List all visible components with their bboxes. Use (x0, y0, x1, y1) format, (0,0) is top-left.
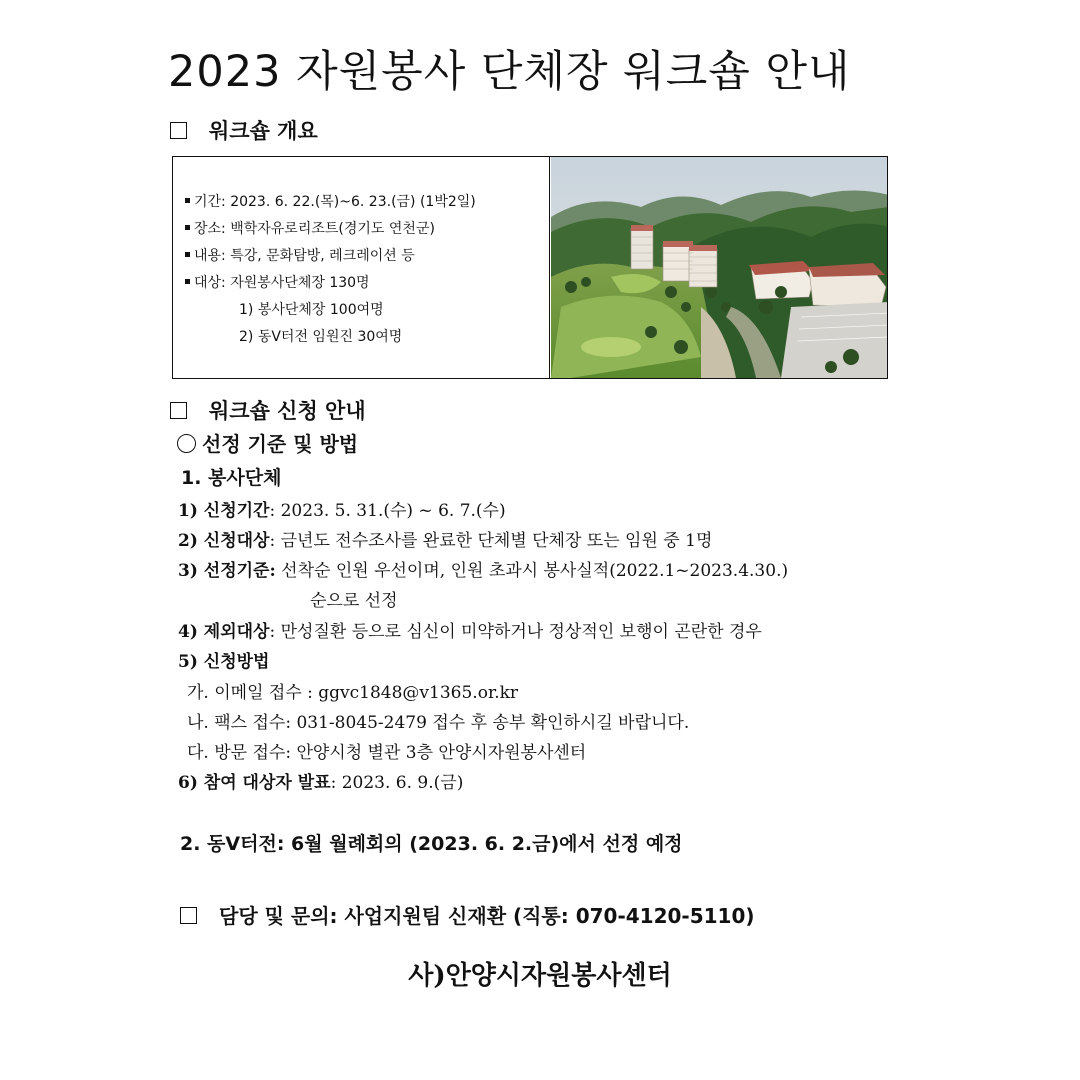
method-email: 가. 이메일 접수 : ggvc1848@v1365.or.kr (187, 683, 519, 703)
section-overview-heading (170, 115, 318, 145)
exclusion-line: 4) 제외대상: 만성질환 등으로 심신이 미약하거나 정상적인 보행이 곤란한 경우 (178, 622, 762, 642)
group2-line: 2. 동V터전: 6월 월례회의 (2023. 6. 2.금)에서 선정 예정 (180, 833, 683, 855)
selection-criteria-line: 3) 선정기준: 선착순 인원 우선이며, 인원 초과시 봉사실적(2022.1~2023.4.30.) (178, 561, 789, 581)
contact-line (180, 900, 755, 929)
overview-item-content: 내용: 특강, 문화탐방, 레크레이션 등 (185, 245, 415, 265)
bullet-square-icon (185, 279, 190, 284)
criteria-heading (177, 428, 358, 457)
checkbox-square-icon (180, 907, 197, 924)
overview-details (173, 157, 550, 378)
overview-box (172, 156, 888, 379)
resort-photo-icon (551, 157, 887, 378)
overview-subitem: 2) 동V터전 임원진 30여명 (239, 329, 403, 345)
contact-text: 담당 및 문의: 사업지원팀 신재환 (직통: 070-4120-5110) (219, 904, 755, 928)
section-application-heading (170, 395, 366, 425)
resort-aerial-photo (551, 157, 887, 378)
bullet-square-icon (185, 225, 190, 230)
checkbox-square-icon (170, 122, 187, 139)
circle-bullet-icon (177, 434, 196, 453)
overview-subitem: 1) 봉사단체장 100여명 (239, 302, 384, 318)
overview-item-place: 장소: 백학자유로리조트(경기도 연천군) (185, 218, 435, 238)
criteria-heading-label: 선정 기준 및 방법 (202, 432, 359, 456)
page-title: 2023 자원봉사 단체장 워크숍 안내 (168, 47, 851, 97)
overview-item-target: 대상: 자원봉사단체장 130명 (185, 272, 370, 292)
section-application-label: 워크숍 신청 안내 (209, 399, 366, 423)
group1-heading: 1. 봉사단체 (181, 467, 282, 489)
bullet-square-icon (185, 252, 190, 257)
apply-method-line: 5) 신청방법 (178, 652, 270, 672)
announcement-line: 6) 참여 대상자 발표: 2023. 6. 9.(금) (178, 773, 464, 793)
selection-criteria-line-cont: 순으로 선정 (310, 591, 398, 611)
bullet-square-icon (185, 198, 190, 203)
checkbox-square-icon (170, 402, 187, 419)
overview-item-period: 기간: 2023. 6. 22.(목)~6. 23.(금) (1박2일) (185, 191, 476, 211)
method-fax: 나. 팩스 접수: 031-8045-2479 접수 후 송부 확인하시길 바랍니다. (187, 713, 690, 733)
method-visit: 다. 방문 접수: 안양시청 별관 3층 안양시자원봉사센터 (187, 743, 587, 763)
apply-period-line: 1) 신청기간: 2023. 5. 31.(수) ~ 6. 7.(수) (178, 501, 506, 521)
apply-target-line: 2) 신청대상: 금년도 전수조사를 완료한 단체별 단체장 또는 임원 중 1명 (178, 531, 713, 551)
organization-footer: 사)안양시자원봉사센터 (408, 961, 672, 991)
section-overview-label: 워크숍 개요 (209, 119, 318, 143)
